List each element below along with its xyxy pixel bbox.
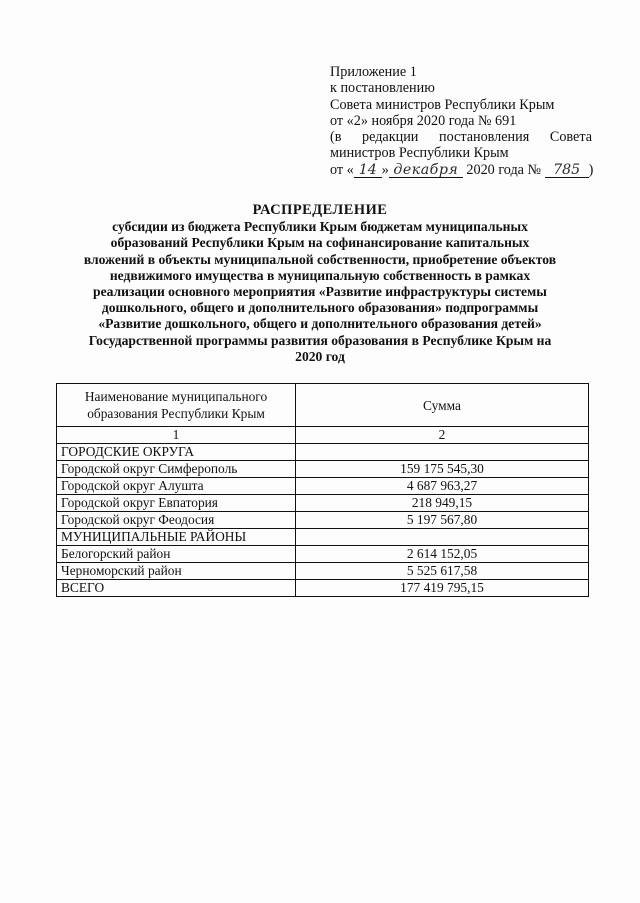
municipality-name: Городской округ Алушта: [57, 478, 296, 495]
appendix-line: Приложение 1: [330, 64, 417, 80]
empty-cell: [296, 444, 589, 461]
column-number: 2: [296, 427, 589, 444]
municipality-name: Городской округ Евпатория: [57, 495, 296, 512]
date-suffix: ): [588, 161, 594, 178]
total-sum: 177 419 795,15: [296, 580, 589, 597]
appendix-line: (в редакции постановления Совета: [330, 129, 592, 146]
subsidy-sum: 4 687 963,27: [296, 478, 589, 495]
table-row: [57, 495, 589, 512]
municipality-name: Черноморский район: [57, 563, 296, 580]
empty-cell: [296, 529, 589, 546]
column-number: 1: [57, 427, 296, 444]
appendix-line: к постановлению: [330, 80, 435, 97]
title-heading: РАСПРЕДЕЛЕНИЕ: [252, 202, 388, 218]
subsidy-sum: 159 175 545,30: [296, 461, 589, 478]
table-header-row: [57, 384, 589, 427]
title-line: Государственной программы развития образования в Республике Крым на: [88, 332, 552, 348]
municipality-name: Городской округ Феодосия: [57, 512, 296, 529]
title-line: образований Республики Крым на софинансирование капитальных: [110, 235, 530, 251]
title-line: дошкольного, общего и дополнительного образования» подпрограммы: [101, 300, 539, 316]
column-number-row: [57, 427, 589, 444]
amendment-date-line: [330, 162, 592, 178]
date-quote-close: »: [381, 161, 389, 178]
section-label: ГОРОДСКИЕ ОКРУГА: [57, 444, 296, 461]
municipality-name: Белогорский район: [57, 546, 296, 563]
title-line: реализации основного мероприятия «Развитие инфраструктуры системы: [93, 284, 547, 300]
date-year-text: 2020 года №: [466, 161, 542, 178]
table-row: [57, 478, 589, 495]
appendix-block: [330, 64, 592, 178]
table-row: [57, 546, 589, 563]
title-line: 2020 год: [295, 348, 345, 364]
section-row-municipal: [57, 529, 589, 546]
table-row: [57, 512, 589, 529]
appendix-line: министров Республики Крым: [330, 145, 509, 162]
title-line: «Развитие дошкольного, общего и дополнительного образования детей»: [98, 316, 542, 332]
municipality-name: Городской округ Симферополь: [57, 461, 296, 478]
total-row: [57, 580, 589, 597]
total-label: ВСЕГО: [57, 580, 296, 597]
appendix-line: Совета министров Республики Крым: [330, 96, 555, 113]
header-sum: Сумма: [296, 384, 589, 427]
header-municipality: Наименование муниципального образования Республики Крым: [57, 384, 296, 427]
handwritten-number: 785: [545, 163, 589, 178]
title-line: недвижимого имущества в муниципальную собственность в рамках: [109, 267, 531, 283]
subsidy-sum: 2 614 152,05: [296, 546, 589, 563]
title-line: вложений в объекты муниципальной собственности, приобретение объектов: [83, 251, 557, 267]
section-row-urban: [57, 444, 589, 461]
table-row: [57, 563, 589, 580]
date-prefix: от «: [330, 161, 354, 178]
subsidy-sum: 218 949,15: [296, 495, 589, 512]
section-label: МУНИЦИПАЛЬНЫЕ РАЙОНЫ: [57, 529, 296, 546]
title-line: субсидии из бюджета Республики Крым бюджетам муниципальных: [112, 219, 528, 235]
appendix-line: от «2» ноября 2020 года № 691: [330, 112, 517, 129]
table-row: [57, 461, 589, 478]
handwritten-month: декабря: [389, 163, 463, 178]
subsidy-sum: 5 525 617,58: [296, 563, 589, 580]
handwritten-day: 14: [354, 163, 382, 178]
subsidy-sum: 5 197 567,80: [296, 512, 589, 529]
document-title: [60, 202, 580, 365]
distribution-table: [56, 383, 589, 597]
